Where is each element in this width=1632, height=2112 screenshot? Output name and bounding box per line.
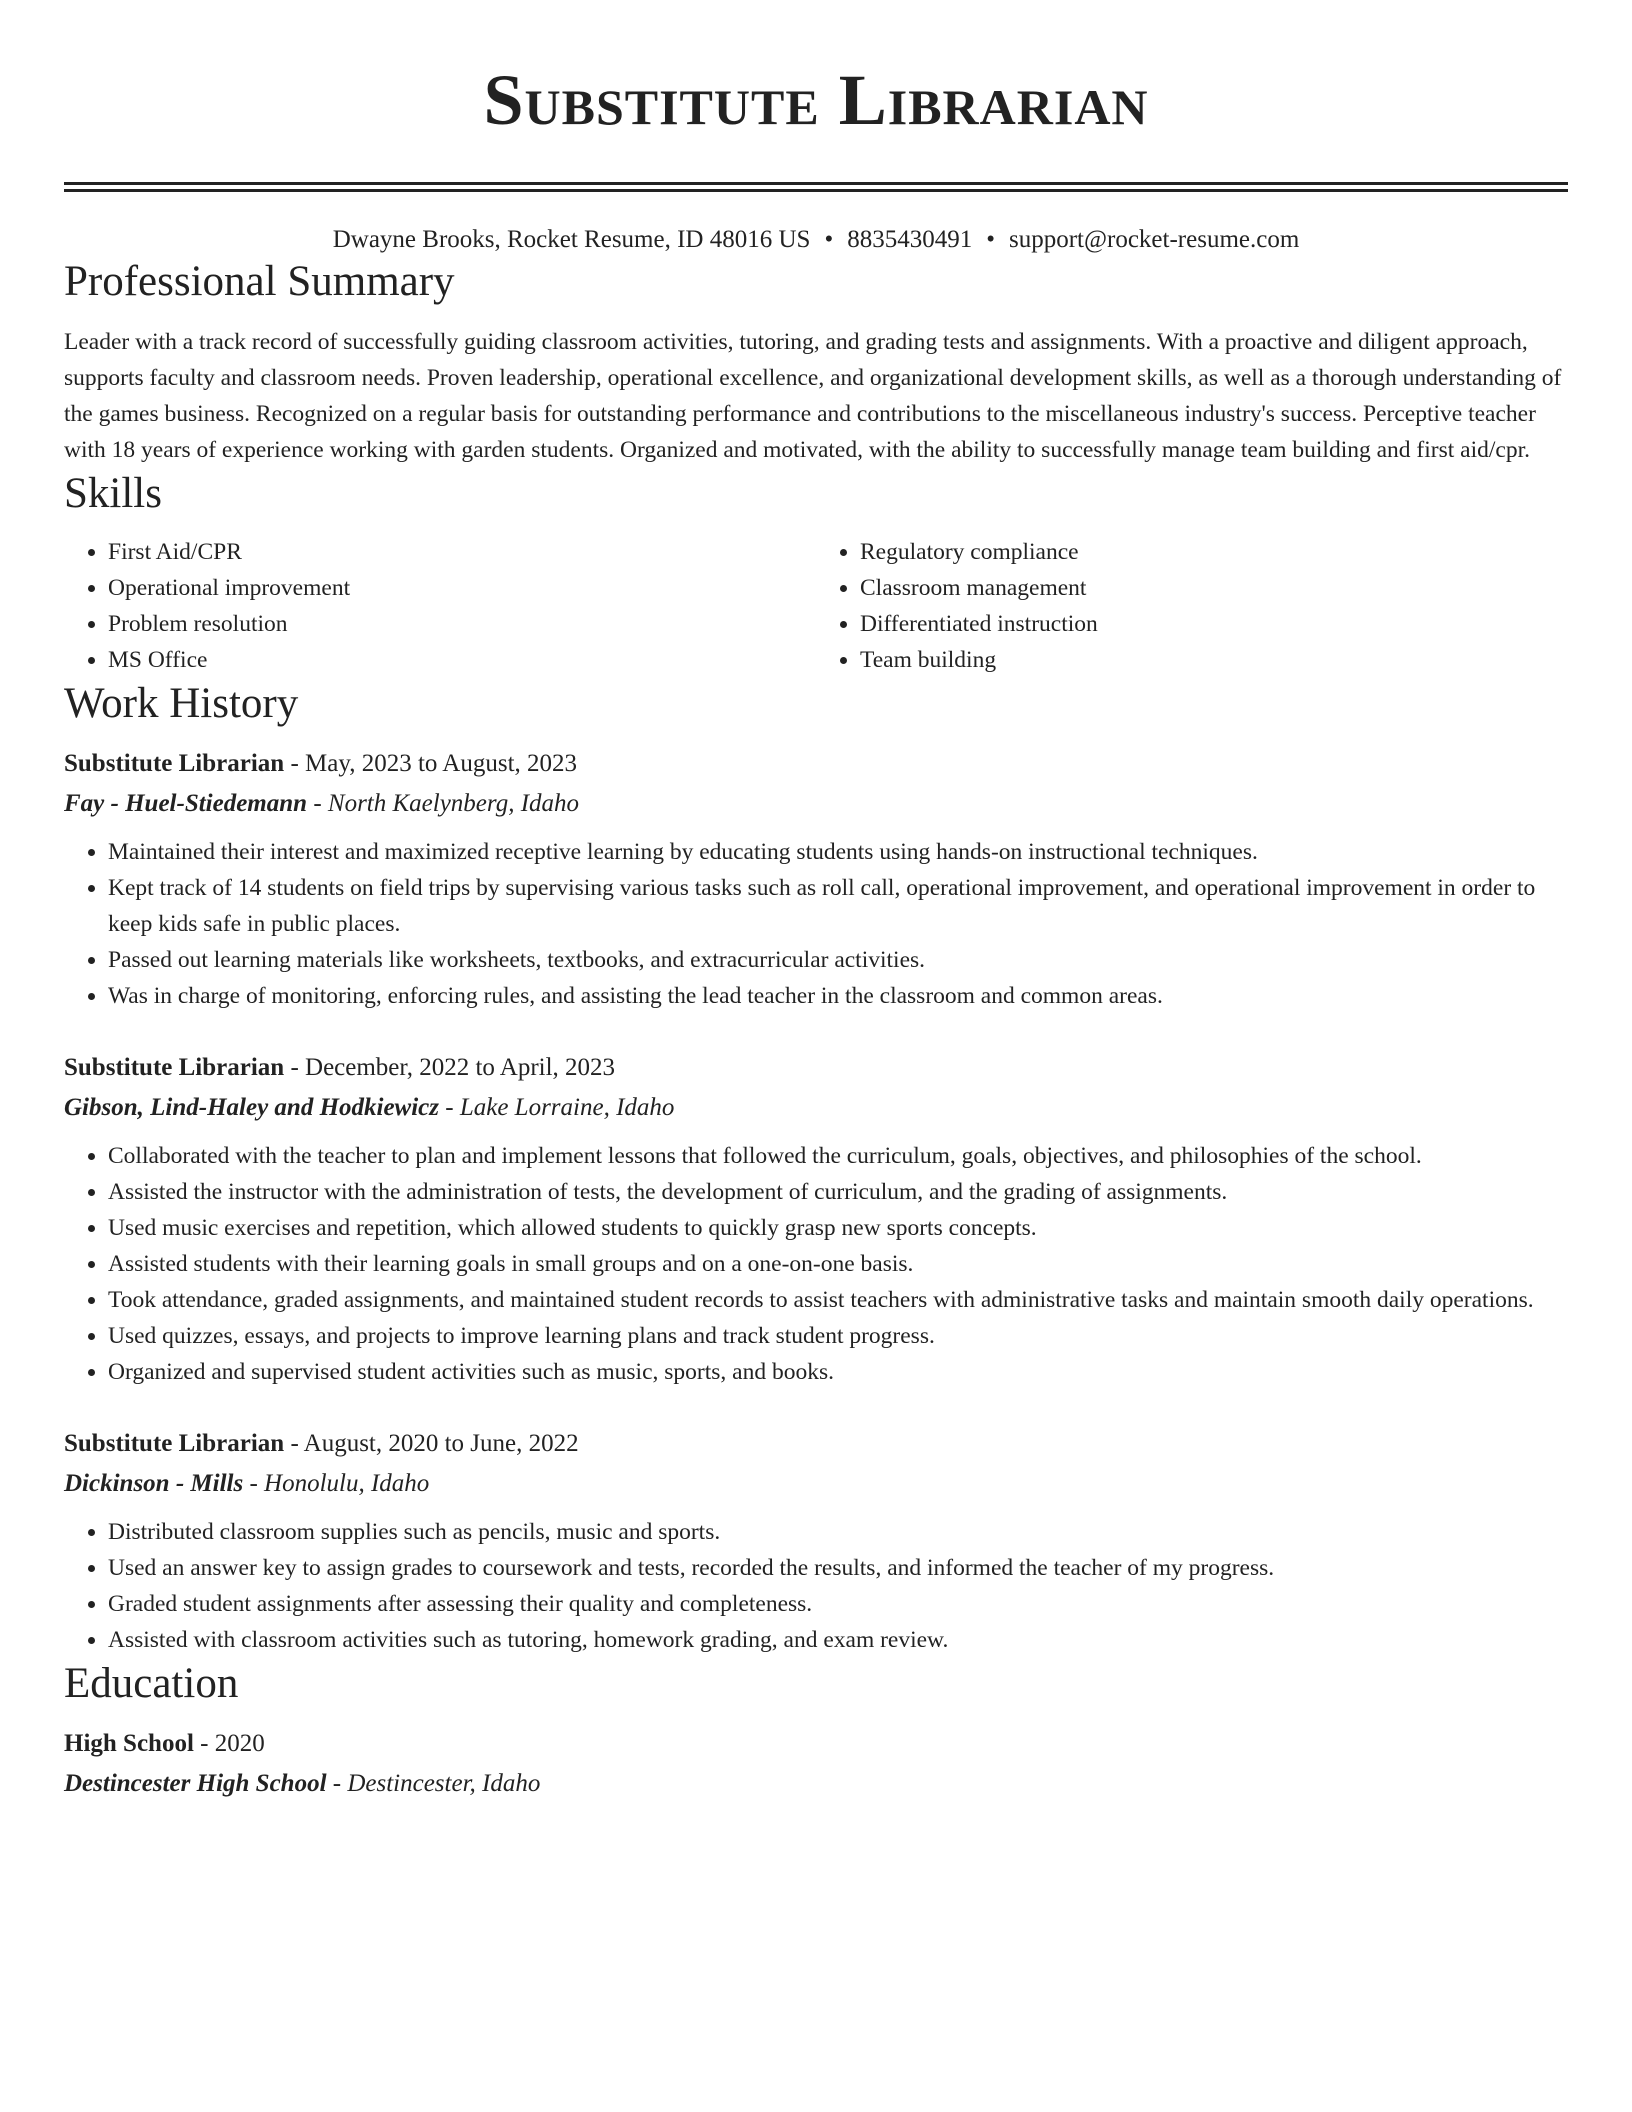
job-bullet: • Kept track of 14 students on field trips by supervising various tasks such as roll call, operational improvement, and operational improvement in order to keep kids safe in public places. (108, 870, 1568, 942)
company-name: Gibson, Lind-Haley and Hodkiewicz (64, 1094, 439, 1121)
company-line (64, 1464, 1568, 1504)
job-dates: - May, 2023 to August, 2023 (290, 750, 578, 777)
skill-item: • Team building (860, 642, 1568, 678)
job-title-line (64, 1424, 1568, 1464)
company-name: Fay - Huel-Stiedemann (64, 790, 308, 817)
graduation-year: - 2020 (200, 1730, 265, 1757)
school-location: - Destincester, Idaho (332, 1770, 541, 1797)
job-title: Substitute Librarian (64, 1430, 285, 1457)
job-bullet: • Used music exercises and repetition, which allowed students to quickly grasp new sports concepts. (108, 1210, 1568, 1246)
job-bullet: • Was in charge of monitoring, enforcing rules, and assisting the lead teacher in the classroom and common areas. (108, 978, 1568, 1014)
summary-text: Leader with a track record of successfully guiding classroom activities, tutoring, and grading tests and assignments. With a proactive and diligent approach, supports faculty and classroom needs. Proven leadership, operational excellence, and organizational development skills, as well as a thorough understanding of the games business. Recognized on a regular basis for outstanding performance and contributions to the miscellaneous industry's success. Perceptive teacher with 18 years of experience working with garden students. Organized and motivated, with the ability to successfully manage team building and first aid/cpr. (64, 329, 1562, 463)
contact-separator: • (824, 226, 834, 253)
contact-email: support@rocket-resume.com (1008, 226, 1300, 253)
title-double-rule (64, 182, 1568, 192)
skill-item: • Problem resolution (108, 606, 816, 642)
skill-item: • Differentiated instruction (860, 606, 1568, 642)
skills-list-left (64, 534, 816, 678)
contact-address: Dwayne Brooks, Rocket Resume, ID 48016 US (332, 226, 811, 253)
skills-heading: Skills (64, 470, 162, 517)
company-line (64, 784, 1568, 824)
job-bullet: • Organized and supervised student activities such as music, sports, and books. (108, 1354, 1568, 1390)
job-title: Substitute Librarian (64, 750, 285, 777)
degree: High School (64, 1730, 194, 1757)
skill-item: • Classroom management (860, 570, 1568, 606)
company-location: - North Kaelynberg, Idaho (313, 790, 580, 817)
school-line (64, 1764, 1568, 1804)
job-bullet: • Took attendance, graded assignments, and maintained student records to assist teachers with administrative tasks and maintain smooth daily operations. (108, 1282, 1568, 1318)
job-bullet: • Collaborated with the teacher to plan and implement lessons that followed the curriculum, goals, objectives, and philosophies of the school. (108, 1138, 1568, 1174)
job-bullet: • Distributed classroom supplies such as pencils, music and sports. (108, 1514, 1568, 1550)
summary-heading: Professional Summary (64, 258, 455, 305)
skill-item: • Regulatory compliance (860, 534, 1568, 570)
education-heading: Education (64, 1660, 239, 1707)
job-dates: - December, 2022 to April, 2023 (290, 1054, 616, 1081)
skills-list-right (816, 534, 1568, 678)
job-title: Substitute Librarian (64, 1054, 285, 1081)
job-bullet: • Assisted students with their learning goals in small groups and on a one-on-one basis. (108, 1246, 1568, 1282)
skills-columns (64, 534, 1568, 678)
skill-item: • First Aid/CPR (108, 534, 816, 570)
job-entry (64, 744, 1568, 1014)
skill-item: • Operational improvement (108, 570, 816, 606)
contact-phone: 8835430491 (847, 226, 973, 253)
company-location: - Lake Lorraine, Idaho (445, 1094, 675, 1121)
job-bullets (64, 1514, 1568, 1658)
job-entry (64, 1048, 1568, 1390)
job-dates: - August, 2020 to June, 2022 (290, 1430, 579, 1457)
job-title-line (64, 744, 1568, 784)
contact-line (64, 224, 1568, 256)
company-line (64, 1088, 1568, 1128)
job-bullets (64, 1138, 1568, 1390)
school-name: Destincester High School (64, 1770, 327, 1797)
contact-separator: • (986, 226, 995, 253)
job-bullet: • Passed out learning materials like worksheets, textbooks, and extracurricular activities. (108, 942, 1568, 978)
job-bullet: • Assisted the instructor with the administration of tests, the development of curriculum, and the grading of assignments. (108, 1174, 1568, 1210)
job-bullet: • Used an answer key to assign grades to coursework and tests, recorded the results, and informed the teacher of my progress. (108, 1550, 1568, 1586)
job-entry (64, 1424, 1568, 1658)
job-title-line (64, 1048, 1568, 1088)
degree-line (64, 1724, 1568, 1764)
work-history-heading: Work History (64, 680, 299, 727)
page-title: Substitute Librarian (483, 60, 1149, 140)
job-bullet: • Maintained their interest and maximized receptive learning by educating students using hands-on instructional techniques. (108, 834, 1568, 870)
company-name: Dickinson - Mills (64, 1470, 244, 1497)
company-location: - Honolulu, Idaho (249, 1470, 430, 1497)
job-bullet: • Graded student assignments after assessing their quality and completeness. (108, 1586, 1568, 1622)
job-bullets (64, 834, 1568, 1014)
job-bullet: • Used quizzes, essays, and projects to improve learning plans and track student progress. (108, 1318, 1568, 1354)
skill-item: • MS Office (108, 642, 816, 678)
job-bullet: • Assisted with classroom activities such as tutoring, homework grading, and exam review. (108, 1622, 1568, 1658)
education-entry (64, 1724, 1568, 1804)
